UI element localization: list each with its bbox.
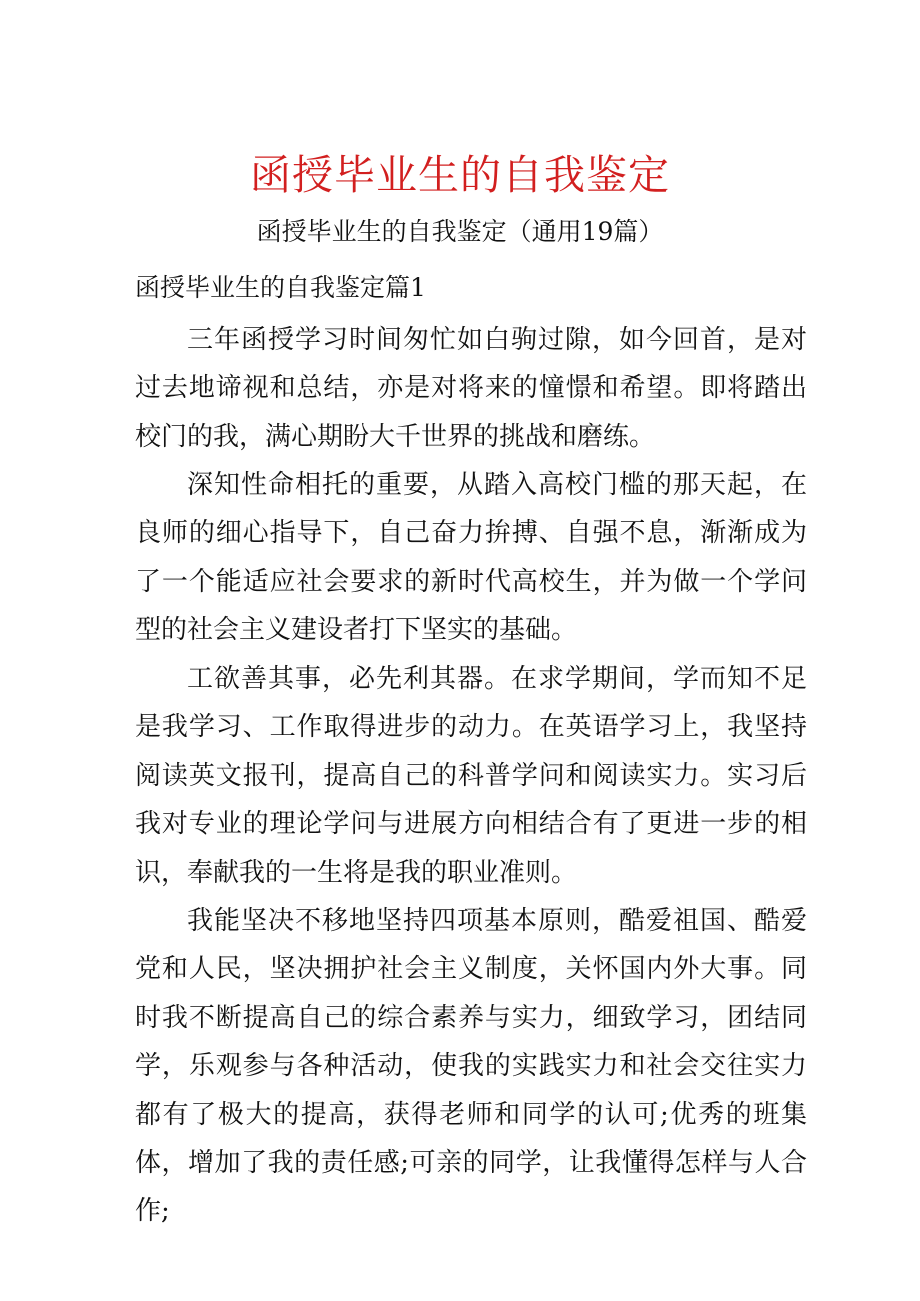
- paragraph-4-block: [135, 897, 807, 1236]
- paragraph-1: 三年函授学习时间匆忙如白驹过隙，如今回首，是对过去地谛视和总结，亦是对将来的憧憬和希望。即将踏出校门的我，满心期盼大千世界的挑战和磨练。: [135, 325, 807, 452]
- document-title: 函授毕业生的自我鉴定: [250, 151, 670, 199]
- paragraph-2-block: [135, 461, 807, 655]
- paragraph-1-block: [135, 316, 807, 461]
- paragraph-4: 我能坚决不移地坚持四项基本原则，酷爱祖国、酷爱党和人民，坚决拥护社会主义制度，关怀国内外大事。同时我不断提高自己的综合素养与实力，细致学习，团结同学，乐观参与各种活动，使我的实践实力和社会交往实力都有了极大的提高，获得老师和同学的认可;优秀的班集体，增加了我的责任感;可亲的同学，让我懂得怎样与人合作;: [135, 906, 807, 1227]
- section-heading: 函授毕业生的自我鉴定篇1: [135, 273, 426, 302]
- paragraph-3: 工欲善其事，必先利其器。在求学期间，学而知不足是我学习、工作取得进步的动力。在英语学习上，我坚持阅读英文报刊，提高自己的科普学问和阅读实力。实习后我对专业的理论学问与进展方向相结合有了更进一步的相识，奉献我的一生将是我的职业准则。: [135, 664, 807, 888]
- paragraph-2: 深知性命相托的重要，从踏入高校门槛的那天起，在良师的细心指导下，自己奋力拚搏、自强不息，渐渐成为了一个能适应社会要求的新时代高校生，并为做一个学问型的社会主义建设者打下坚实的基础。: [135, 470, 807, 646]
- document-subtitle: 函授毕业生的自我鉴定（通用19篇）: [256, 217, 664, 246]
- paragraph-3-block: [135, 655, 807, 897]
